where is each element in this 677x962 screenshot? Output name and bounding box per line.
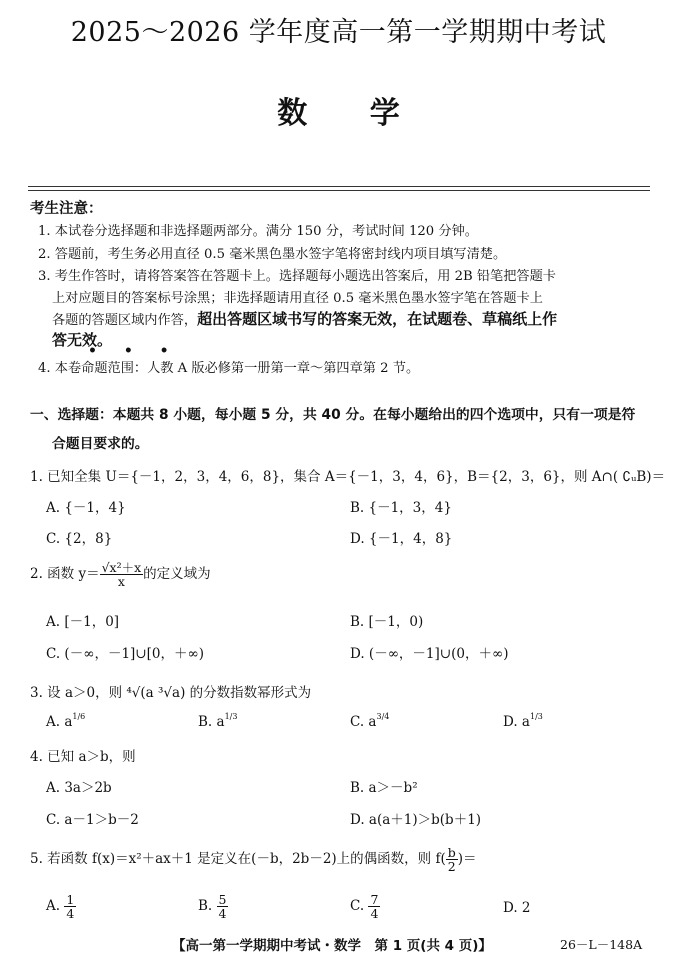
question-3-option-b bbox=[198, 712, 237, 730]
question-3-option-d bbox=[503, 712, 543, 730]
question-5-stem-text: 5. 若函数 f(x)＝x²＋ax＋1 是定义在(－b，2b－2)上的偶函数，则 bbox=[30, 851, 432, 868]
option-exponent: 1/3 bbox=[529, 712, 543, 721]
question-5-option-a bbox=[46, 893, 76, 920]
notice-emphasis: 超出答题区域书写的答案无效，在试题卷、草稿纸上作 bbox=[197, 310, 558, 328]
fraction-denominator: x bbox=[117, 574, 125, 590]
question-2-stem-prefix: 2. 函数 y＝ bbox=[30, 566, 100, 583]
question-5-stem bbox=[30, 846, 477, 873]
question-4-option-b: B. a＞－b² bbox=[350, 780, 418, 796]
option-fraction bbox=[217, 893, 229, 920]
option-base: A. a bbox=[46, 714, 73, 730]
question-2-fraction bbox=[100, 561, 144, 588]
notice-item bbox=[52, 308, 557, 329]
fraction-numerator: 1 bbox=[66, 892, 75, 907]
question-3-option-a bbox=[46, 712, 85, 730]
option-exponent: 1/3 bbox=[224, 712, 238, 721]
question-1-option-a: A. {－1，4} bbox=[46, 500, 126, 516]
function-close: )＝ bbox=[457, 851, 477, 868]
option-base: B. a bbox=[198, 714, 225, 730]
section-heading: 合题目要求的。 bbox=[52, 436, 149, 452]
option-exponent: 1/6 bbox=[72, 712, 86, 721]
question-5-option-c bbox=[350, 893, 380, 920]
option-exponent: 3/4 bbox=[376, 712, 390, 721]
fraction-numerator: b bbox=[447, 845, 456, 860]
option-base: D. a bbox=[503, 714, 530, 730]
question-2-stem bbox=[30, 561, 211, 588]
question-2-option-a: A. [－1，0] bbox=[46, 614, 120, 630]
question-1-option-d: D. {－1，4，8} bbox=[350, 531, 453, 547]
option-label: B. bbox=[198, 898, 213, 915]
question-5-fraction bbox=[446, 846, 458, 873]
fraction-numerator: 5 bbox=[218, 892, 227, 907]
option-label: C. bbox=[350, 898, 365, 915]
emphasis-dots: • • • bbox=[88, 343, 180, 359]
fraction-denominator: 2 bbox=[447, 859, 456, 875]
fraction-numerator: 7 bbox=[370, 892, 379, 907]
option-fraction bbox=[64, 893, 76, 920]
question-1-option-b: B. {－1，3，4} bbox=[350, 500, 452, 516]
question-2-stem-suffix: 的定义域为 bbox=[143, 566, 211, 583]
question-4-option-d: D. a(a＋1)＞b(b＋1) bbox=[350, 812, 482, 828]
question-1-stem: 1. 已知全集 U＝{－1，2，3，4，6，8}，集合 A＝{－1，3，4，6}，B＝{2，3，6}，则 A∩( ∁ᵤB)＝ bbox=[30, 469, 666, 485]
exam-code: 26－L－148A bbox=[560, 937, 643, 952]
notice-heading: 考生注意： bbox=[30, 201, 103, 217]
exam-title: 2025～2026 学年度高一第一学期期中考试 bbox=[70, 17, 607, 48]
notice-text: 各题的答题区域内作答， bbox=[52, 313, 198, 328]
question-5-option-d: D. 2 bbox=[503, 900, 531, 916]
question-3-stem: 3. 设 a＞0，则 ⁴√(a ³√a) 的分数指数幂形式为 bbox=[30, 685, 312, 701]
function-open: f( bbox=[435, 851, 446, 868]
question-3-option-c bbox=[350, 712, 389, 730]
notice-item: 1. 本试卷分选择题和非选择题两部分。满分 150 分，考试时间 120 分钟。 bbox=[38, 224, 478, 239]
question-2-option-d: D. (－∞，－1]∪(0，＋∞) bbox=[350, 646, 509, 662]
notice-item: 上对应题目的答案标号涂黑；非选择题请用直径 0.5 毫米黑色墨水签字笔在答题卡上 bbox=[52, 291, 543, 306]
fraction-denominator: 4 bbox=[218, 906, 227, 922]
subject-title: 数 学 bbox=[277, 96, 400, 131]
question-2-option-c: C. (－∞，－1]∪[0，＋∞) bbox=[46, 646, 204, 662]
notice-item: 2. 答题前，考生务必用直径 0.5 毫米黑色墨水签字笔将密封线内项目填写清楚。 bbox=[38, 247, 507, 262]
fraction-numerator: √x²＋x bbox=[101, 560, 142, 575]
option-fraction bbox=[368, 893, 380, 920]
option-label: A. bbox=[46, 898, 61, 915]
page-footer: 【高一第一学期期中考试・数学 第 1 页(共 4 页)】 bbox=[172, 938, 492, 954]
question-1-option-c: C. {2，8} bbox=[46, 531, 113, 547]
notice-item: 3. 考生作答时，请将答案答在答题卡上。选择题每小题选出答案后，用 2B 铅笔把答题卡 bbox=[38, 269, 556, 284]
fraction-denominator: 4 bbox=[370, 906, 379, 922]
question-4-option-a: A. 3a＞2b bbox=[46, 780, 112, 796]
question-2-option-b: B. [－1，0) bbox=[350, 614, 424, 630]
question-4-option-c: C. a－1＞b－2 bbox=[46, 812, 139, 828]
notice-emphasis: 答无效。 bbox=[52, 331, 113, 349]
section-heading: 一、选择题：本题共 8 小题，每小题 5 分，共 40 分。在每小题给出的四个选项中，只有一项是符 bbox=[30, 407, 636, 423]
notice-item: 4. 本卷命题范围：人教 A 版必修第一册第一章～第四章第 2 节。 bbox=[38, 361, 420, 376]
divider-line bbox=[28, 190, 650, 191]
question-5-option-b bbox=[198, 893, 228, 920]
divider-line bbox=[28, 186, 650, 187]
question-4-stem: 4. 已知 a＞b，则 bbox=[30, 749, 136, 765]
fraction-denominator: 4 bbox=[66, 906, 75, 922]
option-base: C. a bbox=[350, 714, 377, 730]
